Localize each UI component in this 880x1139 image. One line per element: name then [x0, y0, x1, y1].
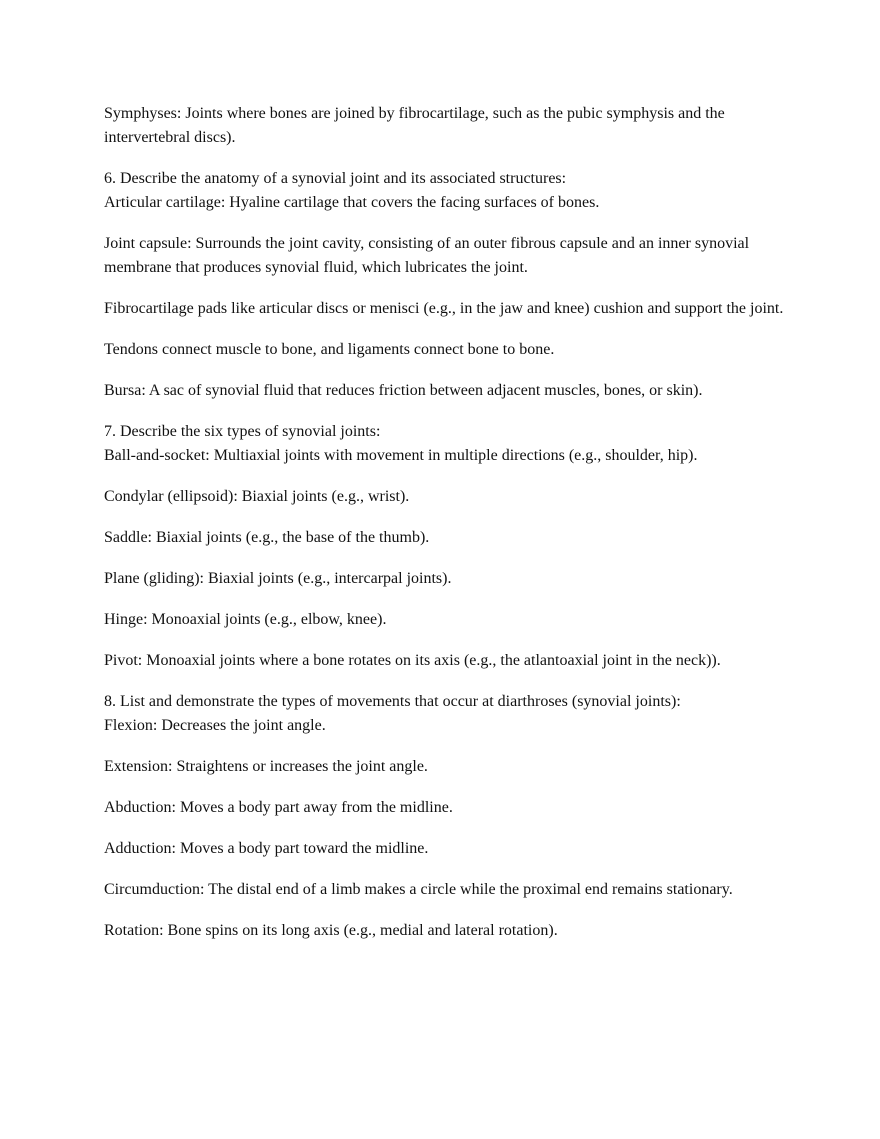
- paragraph-line: Flexion: Decreases the joint angle.: [104, 717, 326, 734]
- paragraph-line: Symphyses: Joints where bones are joined by fibrocartilage, such as the pubic symphysis and the intervertebral discs).: [104, 105, 725, 146]
- paragraph-fibrocartilage-pads: [104, 297, 794, 321]
- paragraph-question-6: [104, 167, 794, 215]
- paragraph-rotation: [104, 919, 794, 943]
- paragraph-question-7: [104, 420, 794, 468]
- paragraph-question-8: [104, 690, 794, 738]
- paragraph-line: Tendons connect muscle to bone, and ligaments connect bone to bone.: [104, 341, 555, 358]
- question-heading: 6. Describe the anatomy of a synovial joint and its associated structures:: [104, 170, 567, 187]
- paragraph-pivot: [104, 649, 794, 673]
- paragraph-plane: [104, 567, 794, 591]
- paragraph-line: Plane (gliding): Biaxial joints (e.g., intercarpal joints).: [104, 570, 452, 587]
- paragraph-line: Abduction: Moves a body part away from the midline.: [104, 799, 453, 816]
- paragraph-line: Bursa: A sac of synovial fluid that reduces friction between adjacent muscles, bones, or skin).: [104, 382, 703, 399]
- paragraph-symphyses: [104, 102, 794, 150]
- paragraph-line: Hinge: Monoaxial joints (e.g., elbow, knee).: [104, 611, 387, 628]
- paragraph-extension: [104, 755, 794, 779]
- question-heading: 8. List and demonstrate the types of movements that occur at diarthroses (synovial joints):: [104, 693, 681, 710]
- paragraph-joint-capsule: [104, 232, 794, 280]
- paragraph-line: Ball-and-socket: Multiaxial joints with movement in multiple directions (e.g., shoulder, hip).: [104, 447, 698, 464]
- document-body: [104, 102, 794, 960]
- paragraph-line: Adduction: Moves a body part toward the midline.: [104, 840, 429, 857]
- paragraph-condylar: [104, 485, 794, 509]
- paragraph-adduction: [104, 837, 794, 861]
- paragraph-line: Saddle: Biaxial joints (e.g., the base of the thumb).: [104, 529, 430, 546]
- paragraph-line: Circumduction: The distal end of a limb makes a circle while the proximal end remains stationary.: [104, 881, 733, 898]
- question-heading: 7. Describe the six types of synovial joints:: [104, 423, 381, 440]
- paragraph-line: Articular cartilage: Hyaline cartilage that covers the facing surfaces of bones.: [104, 194, 600, 211]
- paragraph-abduction: [104, 796, 794, 820]
- paragraph-circumduction: [104, 878, 794, 902]
- paragraph-line: Joint capsule: Surrounds the joint cavity, consisting of an outer fibrous capsule and an inner synovial membrane that produces synovial fluid, which lubricates the joint.: [104, 235, 750, 276]
- paragraph-line: Extension: Straightens or increases the joint angle.: [104, 758, 428, 775]
- paragraph-hinge: [104, 608, 794, 632]
- paragraph-line: Fibrocartilage pads like articular discs or menisci (e.g., in the jaw and knee) cushion and support the joint.: [104, 300, 784, 317]
- paragraph-line: Pivot: Monoaxial joints where a bone rotates on its axis (e.g., the atlantoaxial joint in the neck)).: [104, 652, 721, 669]
- paragraph-line: Condylar (ellipsoid): Biaxial joints (e.g., wrist).: [104, 488, 410, 505]
- paragraph-tendons: [104, 338, 794, 362]
- paragraph-saddle: [104, 526, 794, 550]
- paragraph-line: Rotation: Bone spins on its long axis (e.g., medial and lateral rotation).: [104, 922, 558, 939]
- paragraph-bursa: [104, 379, 794, 403]
